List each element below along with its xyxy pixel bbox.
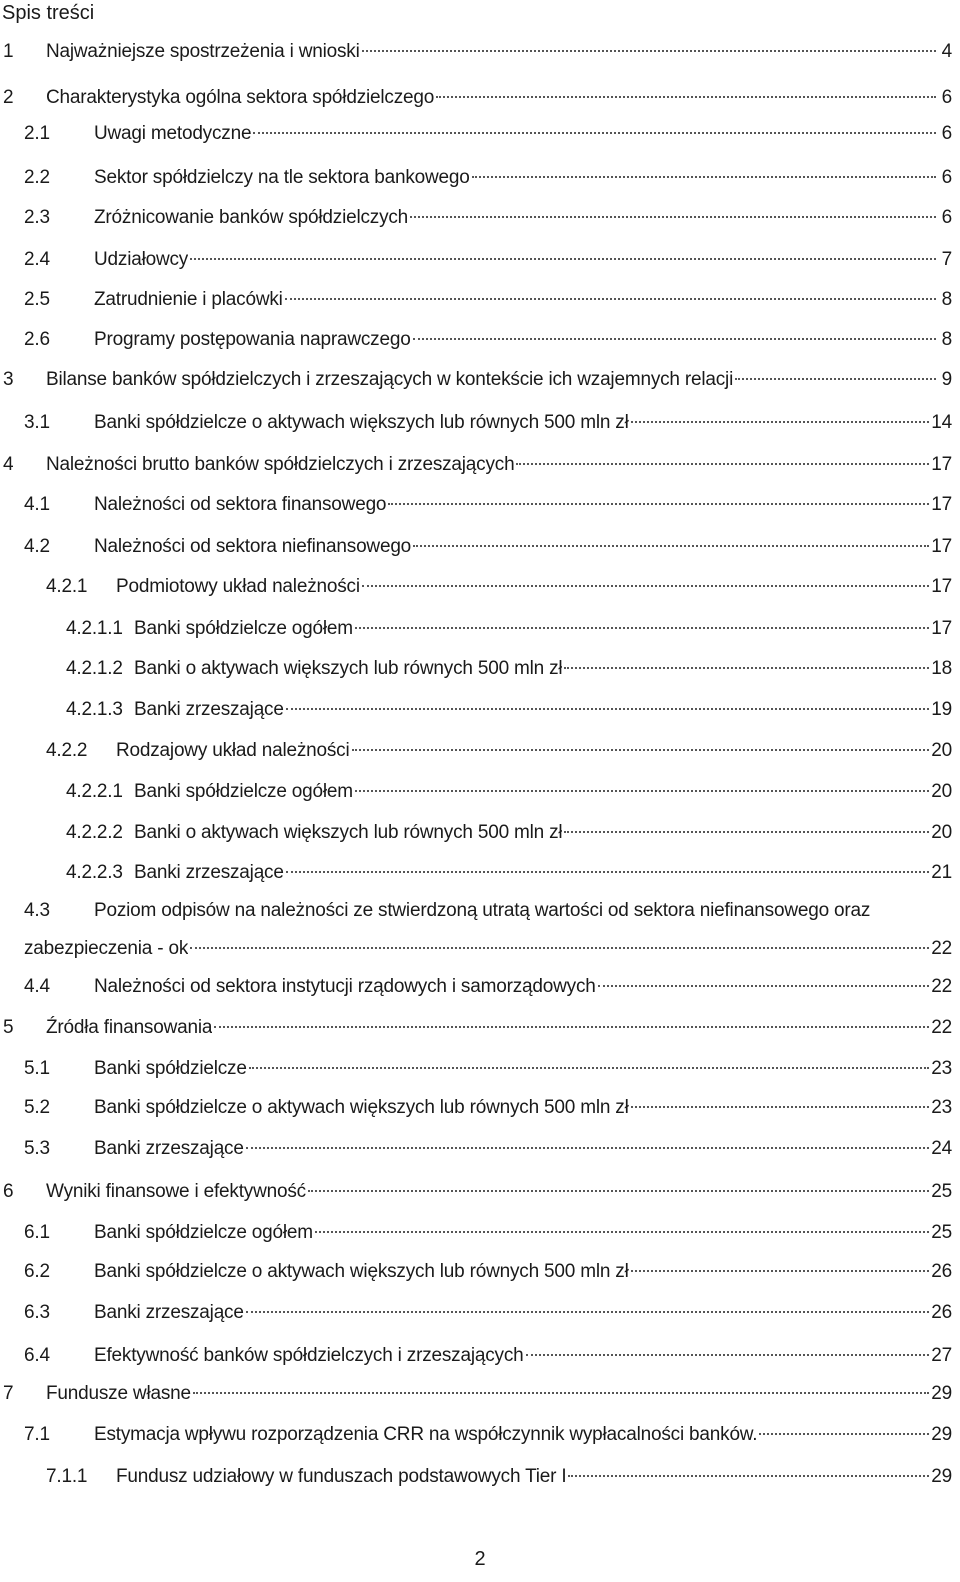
toc-leader-dots [759,1433,929,1435]
toc-leader-dots [352,749,930,751]
toc-entry-title: Sektor spółdzielczy na tle sektora bankowego [94,167,470,188]
toc-entry-number: 7.1 [24,1424,50,1445]
toc-entry-page: 19 [931,699,952,720]
toc-entry-title: Banki spółdzielcze ogółem [134,781,353,802]
toc-entry-page: 17 [931,576,952,597]
toc-entry-title: Należności od sektora finansowego [94,494,387,515]
toc-leader-dots [526,1354,930,1356]
toc-entry-page: 6 [941,207,952,228]
toc-leader-dots [253,132,936,134]
toc-entry[interactable] [24,1056,952,1082]
toc-entry[interactable] [3,85,952,111]
toc-entry-page: 25 [931,1181,952,1202]
toc-entry-title: Zatrudnienie i placówki [94,289,283,310]
toc-leader-dots [413,338,936,340]
toc-entry-number: 2.5 [24,289,50,310]
toc-entry-number: 4 [3,454,14,475]
toc-entry-title: Estymacja wpływu rozporządzenia CRR na współczynnik wypłacalności banków. [94,1424,758,1445]
toc-entry-page: 17 [931,536,952,557]
toc-entry-page: 6 [941,167,952,188]
toc-entry-number: 6 [3,1181,14,1202]
toc-entry-page: 6 [941,123,952,144]
toc-entry-title: Banki spółdzielcze o aktywach większych lub równych 500 mln zł [94,412,629,433]
toc-entry[interactable] [3,452,952,478]
toc-entry[interactable] [24,327,952,353]
toc-entry-number: 4.1 [24,494,50,515]
toc-entry-page: 17 [931,494,952,515]
toc-entry-title: Banki zrzeszające [134,699,284,720]
toc-entry-page: 25 [931,1222,952,1243]
toc-entry-title: Udziałowcy [94,249,189,270]
toc-entry-number: 7 [3,1383,14,1404]
toc-entry-number: 3 [3,369,14,390]
toc-entry-number: 4.4 [24,976,50,997]
toc-entry-title-continued: zabezpieczenia - ok [24,938,189,959]
toc-entry-title: Bilanse banków spółdzielczych i zrzeszających w kontekście ich wzajemnych relacji [46,369,734,390]
toc-entry-number: 4.2.1.1 [66,618,123,639]
toc-entry-page: 20 [931,781,952,802]
toc-entry-title: Należności od sektora niefinansowego [94,536,412,557]
toc-leader-dots [214,1026,929,1028]
toc-entry-page: 29 [931,1424,952,1445]
toc-entry-number: 6.4 [24,1345,50,1366]
toc-entry-title: Najważniejsze spostrzeżenia i wnioski [46,41,360,62]
toc-leader-dots [598,985,930,987]
toc-entry[interactable] [66,779,952,805]
toc-entry[interactable] [24,165,952,191]
toc-entry[interactable] [24,974,952,1000]
toc-entry-number: 4.2.2 [46,740,88,761]
toc-entry-page: 8 [941,329,952,350]
toc-entry-number: 4.2.1.2 [66,658,123,679]
toc-entry[interactable] [24,1259,952,1285]
toc-entry-page: 17 [931,454,952,475]
toc-entry-title: Wyniki finansowe i efektywność [46,1181,306,1202]
toc-entry-page: 18 [931,658,952,679]
toc-entry-page: 23 [931,1058,952,1079]
toc-entry-title: Poziom odpisów na należności ze stwierdzoną utratą wartości od sektora niefinansowego oraz [94,900,871,921]
toc-leader-dots [436,96,936,98]
page-number: 2 [474,1548,486,1570]
toc-entry-title: Należności od sektora instytucji rządowych i samorządowych [94,976,596,997]
toc-entry-title: Programy postępowania naprawczego [94,329,411,350]
toc-entry[interactable] [24,205,952,231]
toc-entry-number: 2.3 [24,207,50,228]
toc-entry-number: 5.2 [24,1097,50,1118]
toc-entry-page: 29 [931,1383,952,1404]
toc-leader-dots [362,585,929,587]
toc-entry-title: Uwagi metodyczne [94,123,252,144]
toc-entry-page: 26 [931,1261,952,1282]
toc-leader-dots [190,947,929,949]
toc-leader-dots [362,50,936,52]
toc-entry-title: Efektywność banków spółdzielczych i zrzeszających [94,1345,524,1366]
toc-entry[interactable] [66,860,952,886]
toc-entry[interactable] [24,534,952,560]
toc-entry-title: Banki o aktywach większych lub równych 500 mln zł [134,658,563,679]
toc-entry[interactable] [24,492,952,518]
toc-entry-number: 6.2 [24,1261,50,1282]
toc-leader-dots [286,708,930,710]
toc-entry-page: 22 [931,938,952,959]
toc-entry[interactable] [24,1220,952,1246]
toc-entry-title: Fundusze własne [46,1383,191,1404]
toc-entry-number: 6.3 [24,1302,50,1323]
toc-entry[interactable] [24,1343,952,1369]
toc-leader-dots [564,831,929,833]
toc-entry-title: Banki spółdzielcze o aktywach większych lub równych 500 mln zł [94,1261,629,1282]
toc-entry-title: Rodzajowy układ należności [116,740,350,761]
toc-entry[interactable] [3,367,952,393]
toc-leader-dots [516,463,929,465]
toc-entry-title: Fundusz udziałowy w funduszach podstawowych Tier I [116,1466,567,1487]
toc-leader-dots [246,1147,930,1149]
toc-entry-page: 29 [931,1466,952,1487]
toc-title: Spis treści [2,2,95,24]
toc-leader-dots [190,258,936,260]
toc-entry-page: 27 [931,1345,952,1366]
toc-entry-title: Banki spółdzielcze o aktywach większych lub równych 500 mln zł [94,1097,629,1118]
toc-entry[interactable] [3,1179,952,1205]
toc-entry-title: Należności brutto banków spółdzielczych i zrzeszających [46,454,515,475]
toc-leader-dots [413,545,929,547]
toc-entry-title: Banki zrzeszające [94,1138,244,1159]
toc-entry-title: Banki zrzeszające [134,862,284,883]
toc-entry[interactable] [3,39,952,65]
toc-entry-title: Charakterystyka ogólna sektora spółdzielczego [46,87,435,108]
toc-entry[interactable] [46,574,952,600]
toc-leader-dots [308,1190,929,1192]
toc-entry[interactable] [24,898,952,962]
toc-entry-number: 5 [3,1017,14,1038]
toc-entry-page: 7 [941,249,952,270]
toc-entry-number: 4.2.1 [46,576,88,597]
toc-entry-number: 2.2 [24,167,50,188]
toc-entry-page: 22 [931,976,952,997]
toc-entry[interactable] [46,738,952,764]
toc-entry-number: 6.1 [24,1222,50,1243]
toc-entry-page: 8 [941,289,952,310]
toc-entry[interactable] [66,697,952,723]
toc-entry-page: 20 [931,740,952,761]
toc-entry-page: 20 [931,822,952,843]
toc-leader-dots [355,627,929,629]
toc-leader-dots [286,871,930,873]
toc-entry-title: Banki spółdzielcze ogółem [134,618,353,639]
toc-leader-dots [735,378,936,380]
toc-entry-title: Podmiotowy układ należności [116,576,360,597]
toc-leader-dots [410,216,936,218]
toc-entry[interactable] [24,1422,952,1448]
toc-entry-title: Banki zrzeszające [94,1302,244,1323]
toc-entry-title: Zróżnicowanie banków spółdzielczych [94,207,409,228]
toc-entry[interactable] [24,1300,952,1326]
toc-entry-number: 2 [3,87,14,108]
toc-entry[interactable] [24,1095,952,1121]
toc-entry-number: 4.2.2.1 [66,781,123,802]
toc-entry-number: 4.3 [24,900,50,921]
toc-entry-number: 7.1.1 [46,1466,88,1487]
toc-leader-dots [246,1311,930,1313]
toc-entry-page: 14 [931,412,952,433]
toc-leader-dots [564,667,929,669]
toc-entry-number: 2.4 [24,249,50,270]
toc-entry[interactable] [66,820,952,846]
toc-entry-page: 17 [931,618,952,639]
toc-entry-page: 21 [931,862,952,883]
toc-leader-dots [285,298,936,300]
toc-entry-number: 2.1 [24,123,50,144]
toc-entry[interactable] [24,1136,952,1162]
toc-entry-number: 4.2 [24,536,50,557]
toc-leader-dots [355,790,929,792]
toc-entry[interactable] [66,616,952,642]
toc-leader-dots [631,421,930,423]
toc-entry-number: 3.1 [24,412,50,433]
toc-entry-page: 6 [941,87,952,108]
toc-leader-dots [388,503,929,505]
toc-leader-dots [315,1231,929,1233]
toc-leader-dots [631,1106,930,1108]
toc-entry-page: 26 [931,1302,952,1323]
toc-entry-number: 2.6 [24,329,50,350]
toc-entry-page: 24 [931,1138,952,1159]
toc-leader-dots [472,176,936,178]
toc-entry[interactable] [66,656,952,682]
toc-leader-dots [631,1270,930,1272]
toc-entry-number: 5.1 [24,1058,50,1079]
toc-entry[interactable] [24,410,952,436]
toc-entry-page: 22 [931,1017,952,1038]
toc-entry-title: Banki o aktywach większych lub równych 500 mln zł [134,822,563,843]
toc-entry-page: 23 [931,1097,952,1118]
toc-leader-dots [249,1067,930,1069]
toc-entry[interactable] [24,121,952,147]
toc-entry[interactable] [3,1381,952,1407]
toc-entry[interactable] [24,247,952,273]
toc-entry[interactable] [46,1464,952,1490]
toc-entry-number: 5.3 [24,1138,50,1159]
toc-entry-number: 4.2.2.3 [66,862,123,883]
toc-entry-page: 4 [941,41,952,62]
toc-leader-dots [193,1392,929,1394]
toc-leader-dots [568,1475,929,1477]
toc-entry[interactable] [24,287,952,313]
toc-entry-title: Banki spółdzielcze ogółem [94,1222,313,1243]
toc-entry-page: 9 [941,369,952,390]
toc-entry-title: Banki spółdzielcze [94,1058,247,1079]
toc-entry-number: 1 [3,41,14,62]
toc-entry-number: 4.2.2.2 [66,822,123,843]
toc-entry-title: Źródła finansowania [46,1017,213,1038]
toc-entry-number: 4.2.1.3 [66,699,123,720]
toc-entry[interactable] [3,1015,952,1041]
